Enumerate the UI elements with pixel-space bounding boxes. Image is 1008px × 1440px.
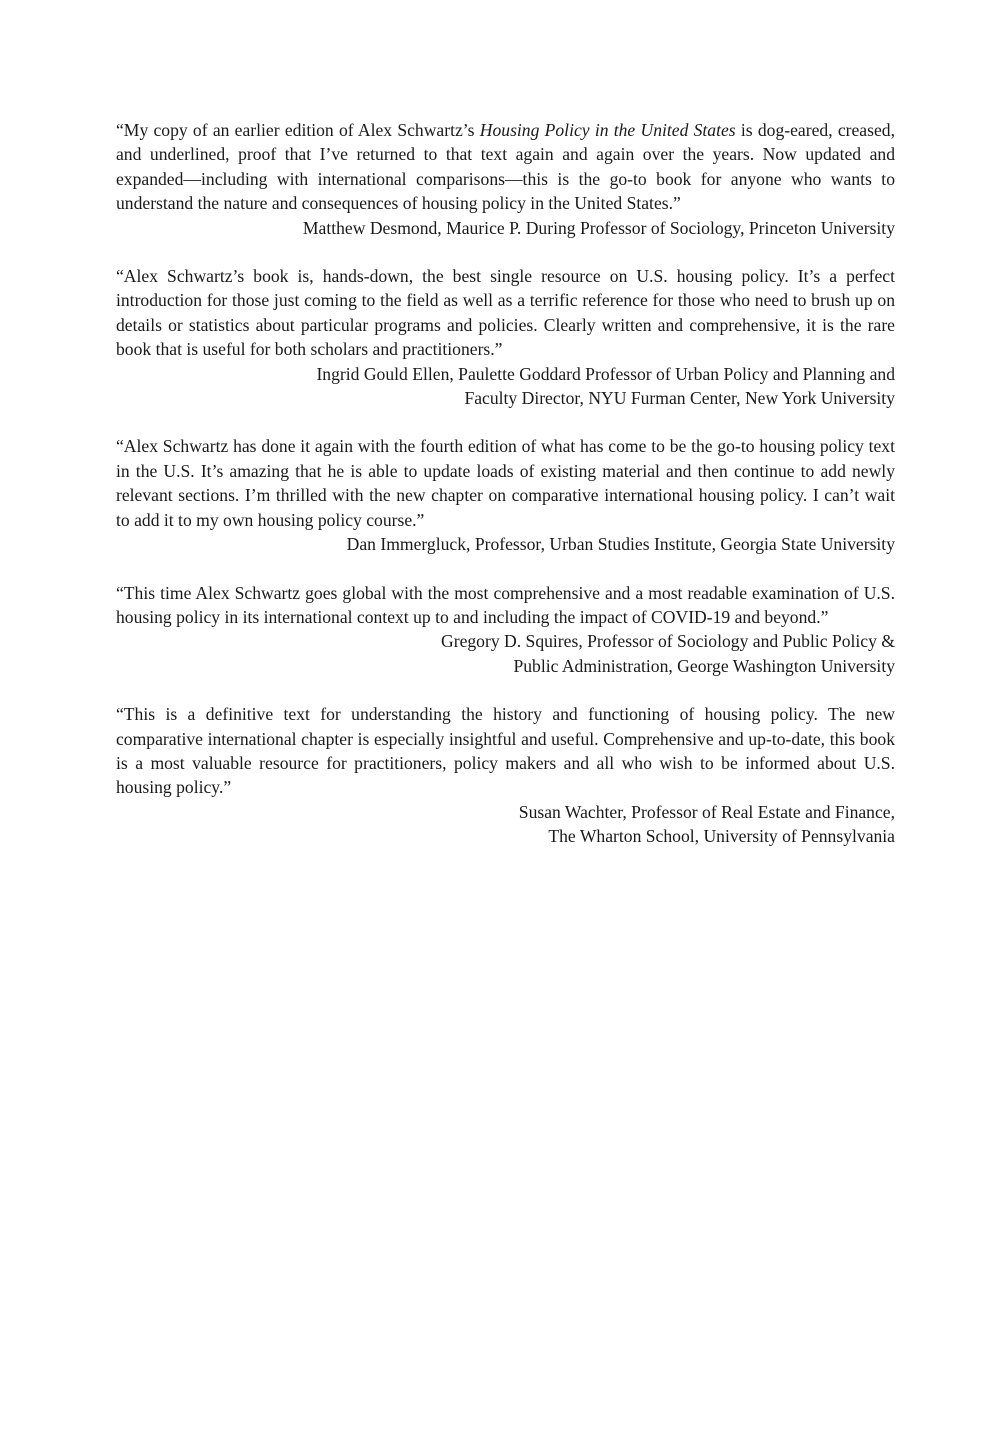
blurb-ellen [116, 264, 895, 410]
blurb-immergluck [116, 434, 895, 556]
blurb-quote: “This time Alex Schwartz goes global with the most comprehensive and a most readable examination of U.S. housing policy in its international context up to and including the impact of COVID-19 and beyond.” [116, 582, 895, 627]
quote-text: is dog-eared, creased, and underlined, proof that I’ve returned to that text again and again over the years. Now updated and expanded—including with international comparisons—this is the go-to book for anyone who wants to understand the nature and consequences of housing policy in the United States.” [116, 120, 895, 214]
blurb-wachter [116, 702, 895, 848]
quote-text: “My copy of an earlier edition of Alex Schwartz’s [116, 120, 480, 140]
blurb-quote [116, 118, 895, 216]
blurb-attribution [116, 362, 895, 411]
blurb-squires [116, 581, 895, 679]
blurb-quote: “This is a definitive text for understanding the history and functioning of housing policy. The new comparative international chapter is especially insightful and useful. Comprehensive and up-to-date, this book is a most valuable resource for practitioners, policy makers and all who wish to be informed about U.S. housing policy.” [116, 704, 895, 798]
blurb-quote: “Alex Schwartz has done it again with the fourth edition of what has come to be the go-to housing policy text in the U.S. It’s amazing that he is able to update loads of existing material and then continue to add newly relevant sections. I’m thrilled with the new chapter on comparative international housing policy. I can’t wait to add it to my own housing policy course.” [116, 436, 895, 530]
attribution-line: Dan Immergluck, Professor, Urban Studies Institute, Georgia State University [346, 534, 895, 555]
attribution-line: The Wharton School, University of Pennsylvania [548, 826, 895, 847]
book-title: Housing Policy in the United States [479, 120, 736, 140]
attribution-line: Gregory D. Squires, Professor of Sociology and Public Policy & [441, 631, 895, 652]
blurb-attribution [116, 629, 895, 678]
attribution-line: Ingrid Gould Ellen, Paulette Goddard Professor of Urban Policy and Planning and [316, 363, 895, 384]
attribution-line: Matthew Desmond, Maurice P. During Professor of Sociology, Princeton University [302, 217, 895, 238]
blurb-attribution [116, 216, 895, 240]
blurb-attribution [116, 532, 895, 556]
attribution-line: Public Administration, George Washington University [513, 655, 895, 676]
attribution-line: Susan Wachter, Professor of Real Estate and Finance, [518, 801, 895, 822]
blurb-attribution [116, 800, 895, 849]
attribution-line: Faculty Director, NYU Furman Center, New York University [464, 388, 895, 409]
blurb-desmond [116, 118, 895, 240]
blurb-quote: “Alex Schwartz’s book is, hands-down, the best single resource on U.S. housing policy. It’s a perfect introduction for those just coming to the field as well as a terrific reference for those who need to brush up on details or statistics about particular programs and policies. Clearly written and comprehensive, it is the rare book that is useful for both scholars and practitioners.” [116, 266, 895, 360]
